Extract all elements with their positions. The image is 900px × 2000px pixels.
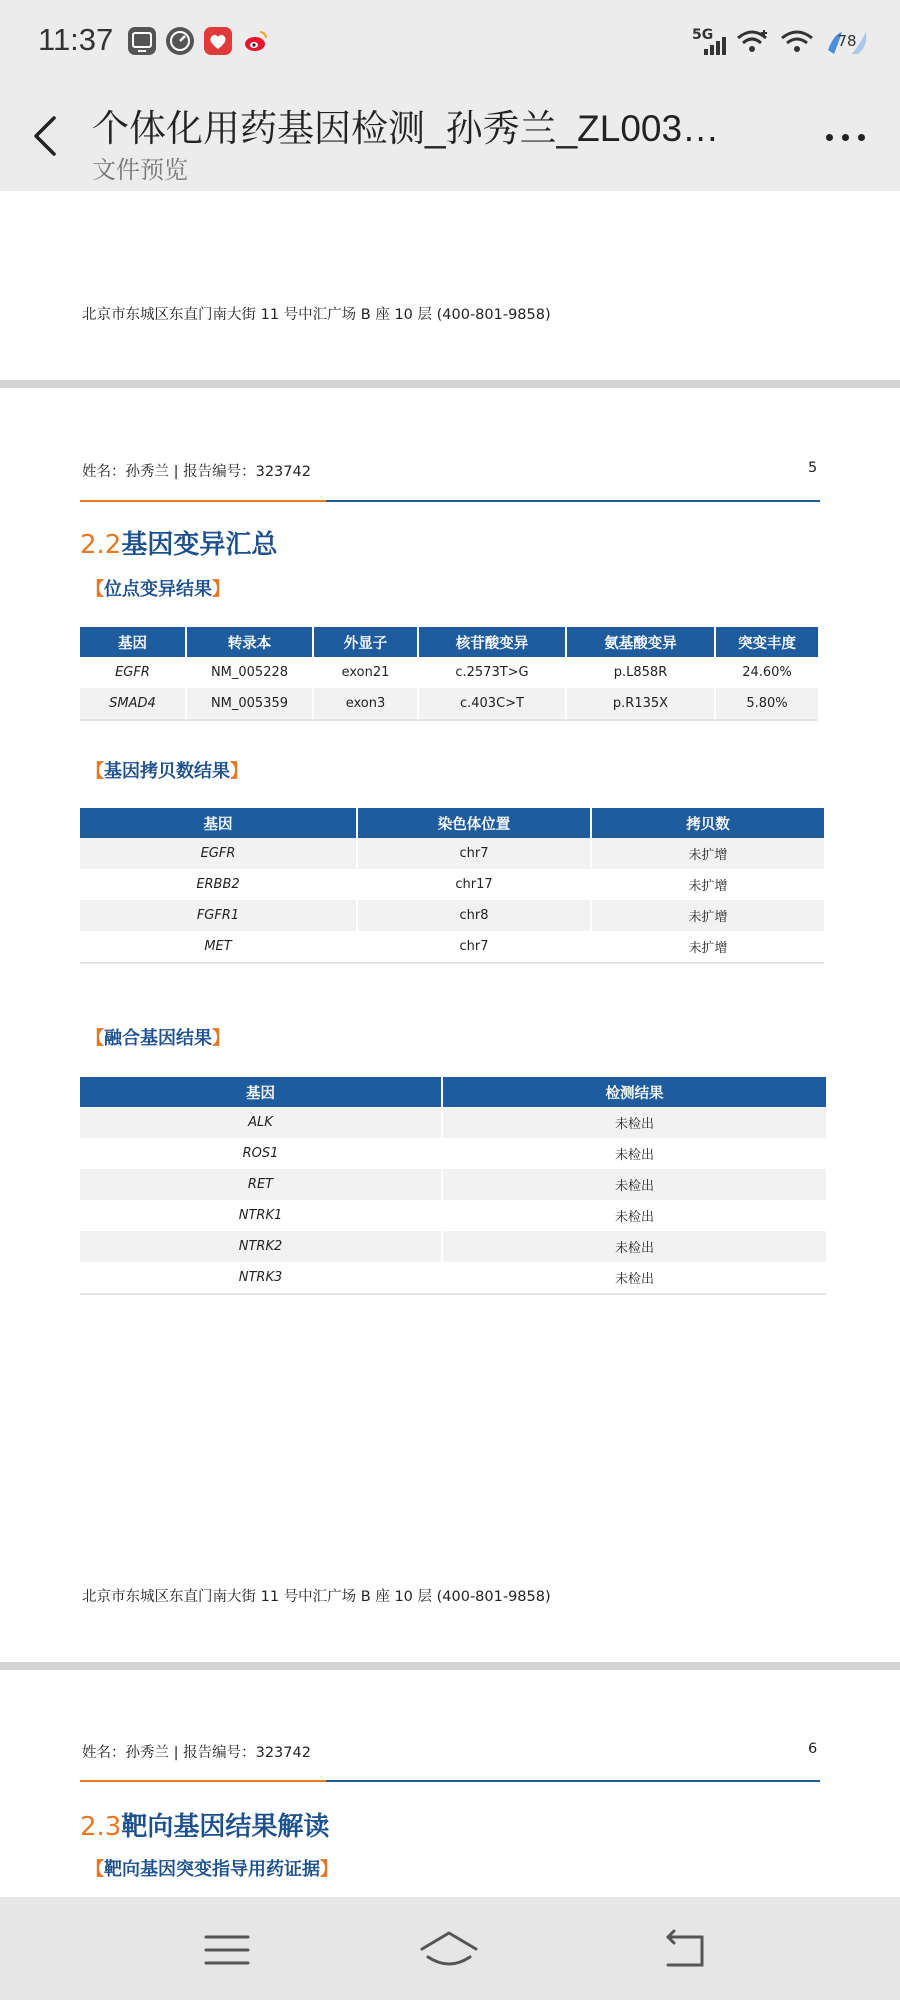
page5-header-info: 姓名：孙秀兰 | 报告编号：323742 xyxy=(82,464,311,480)
snv-table xyxy=(80,627,818,721)
gene-cell: NTRK3 xyxy=(80,1262,442,1294)
cnv-table-header xyxy=(80,808,824,838)
fusion-table-header xyxy=(80,1077,826,1107)
section-number: 2.2 xyxy=(80,530,122,560)
status-right-group xyxy=(692,24,870,60)
table-row xyxy=(80,1262,826,1294)
fusion-heading: 【融合基因结果】 xyxy=(86,1028,230,1049)
section-title-text: 基因变异汇总 xyxy=(121,530,278,560)
table-row xyxy=(80,1231,826,1262)
table-cell: c.403C>T xyxy=(418,688,566,720)
col-header: 转录本 xyxy=(186,627,313,657)
document-title: 个体化用药基因检测_孙秀兰_ZL003… xyxy=(92,108,720,149)
battery-icon xyxy=(824,28,870,56)
table-cell: 未检出 xyxy=(442,1262,826,1294)
table-cell: 未检出 xyxy=(442,1138,826,1169)
col-header: 突变丰度 xyxy=(715,627,818,657)
page6-page-number: 6 xyxy=(808,1741,818,1757)
table-row xyxy=(80,1138,826,1169)
fusion-table xyxy=(80,1077,826,1295)
table-row xyxy=(80,657,818,688)
page-separator xyxy=(0,1662,900,1670)
table-cell: 未扩增 xyxy=(591,869,824,900)
table-cell: NM_005359 xyxy=(186,688,313,720)
col-header: 基因 xyxy=(80,808,357,838)
page5-footer-address: 北京市东城区东直门南大街 11 号中汇广场 B 座 10 层 (400-801-9858) xyxy=(82,1589,551,1605)
battery-level: 78 xyxy=(837,32,857,50)
lightning-app-icon xyxy=(128,27,156,55)
section-title-2-2 xyxy=(80,524,277,561)
table-row xyxy=(80,838,824,869)
status-bar xyxy=(0,0,900,84)
section-title-text: 靶向基因结果解读 xyxy=(121,1812,330,1842)
more-options-icon[interactable] xyxy=(824,130,868,144)
col-header: 氨基酸变异 xyxy=(566,627,715,657)
table-cell: 未检出 xyxy=(442,1231,826,1262)
cellular-signal-icon: 5G xyxy=(692,27,726,57)
speedometer-app-icon xyxy=(166,27,194,55)
status-time: 11:37 xyxy=(38,22,114,57)
table-row xyxy=(80,1107,826,1138)
table-cell: 未检出 xyxy=(442,1200,826,1231)
gene-cell: ERBB2 xyxy=(80,869,357,900)
table-row xyxy=(80,869,824,900)
table-cell: 未检出 xyxy=(442,1169,826,1200)
system-nav-bar xyxy=(0,1897,900,2000)
snv-table-header xyxy=(80,627,818,657)
page4-footer-address: 北京市东城区东直门南大街 11 号中汇广场 B 座 10 层 (400-801-9858) xyxy=(82,307,551,323)
document-subtitle: 文件预览 xyxy=(92,156,188,184)
table-cell: 5.80% xyxy=(715,688,818,720)
page5-header-rule xyxy=(80,500,820,502)
table-cell: 未扩增 xyxy=(591,900,824,931)
table-row xyxy=(80,688,818,720)
col-header: 基因 xyxy=(80,627,186,657)
back-nav-icon[interactable] xyxy=(660,1927,710,1973)
table-row xyxy=(80,900,824,931)
col-header: 检测结果 xyxy=(442,1077,826,1107)
table-cell: 未扩增 xyxy=(591,838,824,869)
gene-cell: NTRK2 xyxy=(80,1231,442,1262)
table-cell: p.R135X xyxy=(566,688,715,720)
table-cell: 24.60% xyxy=(715,657,818,688)
table-cell: c.2573T>G xyxy=(418,657,566,688)
weibo-icon xyxy=(242,27,270,55)
table-cell: chr7 xyxy=(357,931,591,963)
table-cell: exon21 xyxy=(313,657,418,688)
col-header: 外显子 xyxy=(313,627,418,657)
home-icon[interactable] xyxy=(418,1927,480,1973)
section-title-2-3 xyxy=(80,1806,329,1843)
heart-app-icon xyxy=(204,27,232,55)
col-header: 染色体位置 xyxy=(357,808,591,838)
cnv-table xyxy=(80,808,824,964)
menu-icon[interactable] xyxy=(202,1927,252,1973)
back-arrow-icon[interactable] xyxy=(30,114,60,158)
gene-cell: FGFR1 xyxy=(80,900,357,931)
col-header: 拷贝数 xyxy=(591,808,824,838)
gene-cell: EGFR xyxy=(80,838,357,869)
table-cell: 未扩增 xyxy=(591,931,824,963)
page6-header-info: 姓名：孙秀兰 | 报告编号：323742 xyxy=(82,1745,311,1761)
gene-cell: NTRK1 xyxy=(80,1200,442,1231)
table-cell: exon3 xyxy=(313,688,418,720)
table-cell: chr7 xyxy=(357,838,591,869)
snv-heading: 【位点变异结果】 xyxy=(86,579,230,600)
table-cell: p.L858R xyxy=(566,657,715,688)
table-row xyxy=(80,1200,826,1231)
title-bar xyxy=(0,84,900,191)
wifi-plus-icon xyxy=(736,28,770,56)
targeted-evidence-heading: 【靶向基因突变指导用药证据】 xyxy=(86,1859,338,1880)
gene-cell: ROS1 xyxy=(80,1138,442,1169)
gene-cell: ALK xyxy=(80,1107,442,1138)
page-separator xyxy=(0,380,900,388)
section-number: 2.3 xyxy=(80,1812,122,1842)
gene-cell: MET xyxy=(80,931,357,963)
gene-cell: SMAD4 xyxy=(80,688,186,720)
gene-cell: RET xyxy=(80,1169,442,1200)
gene-cell: EGFR xyxy=(80,657,186,688)
table-cell: 未检出 xyxy=(442,1107,826,1138)
table-cell: NM_005228 xyxy=(186,657,313,688)
table-row xyxy=(80,931,824,963)
table-cell: chr17 xyxy=(357,869,591,900)
page6-header-rule xyxy=(80,1780,820,1782)
col-header: 核苷酸变异 xyxy=(418,627,566,657)
col-header: 基因 xyxy=(80,1077,442,1107)
wifi-icon xyxy=(780,28,814,56)
page5-page-number: 5 xyxy=(808,460,818,476)
table-cell: chr8 xyxy=(357,900,591,931)
table-row xyxy=(80,1169,826,1200)
cnv-heading: 【基因拷贝数结果】 xyxy=(86,761,248,782)
